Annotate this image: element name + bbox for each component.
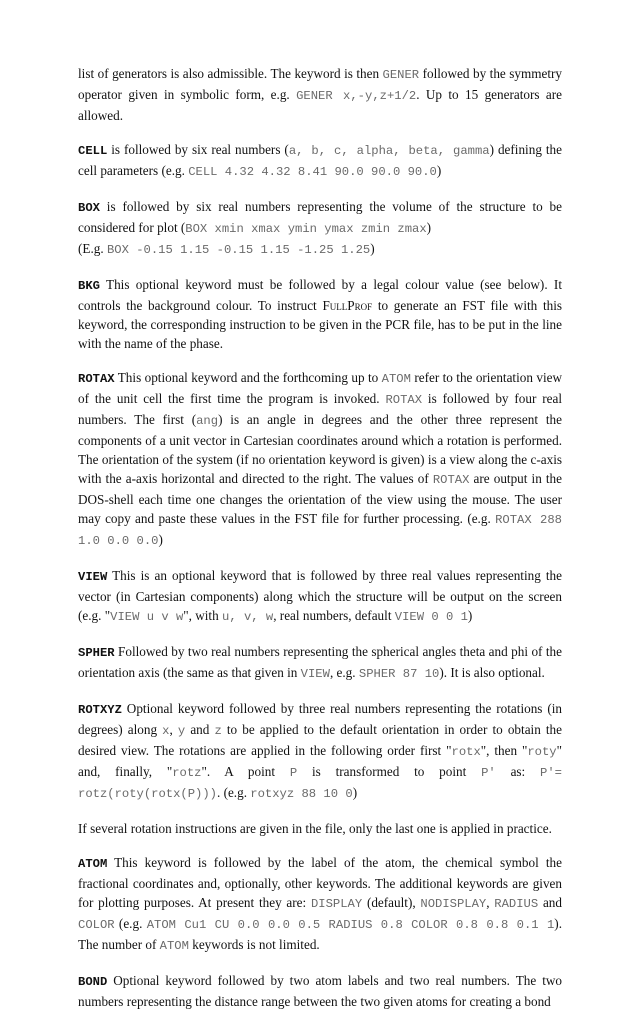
code-cell-example: CELL 4.32 4.32 8.41 90.0 90.0 90.0 — [188, 165, 437, 179]
code-p-prime: P' — [481, 766, 496, 780]
text: followed by the symmetry operator given in symbolic form, e.g. — [78, 66, 562, 102]
text: ) — [426, 220, 432, 235]
paragraph-view — [78, 566, 562, 627]
text: (e.g. — [114, 916, 147, 931]
text: is followed by six real numbers representing the volume of the structure to be considered for plot ( — [78, 199, 562, 235]
paragraph-rotax — [78, 368, 562, 551]
document-page — [78, 64, 562, 1026]
keyword-bond: BOND — [78, 975, 108, 989]
paragraph-bond — [78, 971, 562, 1011]
text: ) — [352, 785, 358, 800]
text: (default), — [362, 895, 421, 910]
text: ). The number of — [78, 916, 562, 952]
text: Optional keyword followed by three real numbers representing the rotations (in degrees) along — [78, 701, 562, 737]
code-box-params: BOX xmin xmax ymin ymax zmin zmax — [185, 222, 427, 236]
code-view-default: VIEW 0 0 1 — [394, 610, 468, 624]
code-view-uvw: VIEW u v w — [110, 610, 184, 624]
keyword-spher: SPHER — [78, 646, 115, 660]
text: as: — [495, 764, 541, 779]
text: ) is an angle in degrees and the other three represent the components of a unit vector in Cartesian coordinates around which a rotation is performed. The orientation of the system (if no orientation keyword is given) is a view along the c-axis with the a-axis horizontal and directed to the right. The values of — [78, 412, 562, 486]
code-color: COLOR — [78, 918, 115, 932]
keyword-box: BOX — [78, 201, 100, 215]
text: ) — [158, 532, 163, 547]
code-spher-example: SPHER 87 10 — [358, 667, 440, 681]
paragraph-cell — [78, 140, 562, 182]
text: and — [538, 895, 562, 910]
text: ) — [370, 241, 375, 256]
text: If several rotation instructions are given in the file, only the last one is applied in practice. — [78, 821, 552, 836]
text: is followed by six real numbers ( — [107, 142, 289, 157]
keyword-rotxyz: ROTXYZ — [78, 703, 122, 717]
code-atom-example: ATOM Cu1 CU 0.0 0.0 0.5 RADIUS 0.8 COLOR 0.8 0.8 0.1 1 — [146, 918, 555, 932]
text: , e.g. — [329, 665, 359, 680]
code-display: DISPLAY — [310, 897, 363, 911]
text: (E.g. — [78, 241, 107, 256]
text: ". A point — [201, 764, 290, 779]
keyword-atom: ATOM — [78, 857, 108, 871]
code-uvw: u, v, w — [222, 610, 274, 624]
keyword-cell: CELL — [78, 144, 108, 158]
code-rotax-example: ROTAX 288 1.0 0.0 0.0 — [78, 513, 562, 548]
keyword-view: VIEW — [78, 570, 108, 584]
paragraph-gener — [78, 64, 562, 125]
code-rotx: rotx — [451, 745, 481, 759]
text: ", then " — [480, 743, 528, 758]
code-rotxyz-example: rotxyz 88 10 0 — [250, 787, 353, 801]
code-gener: GENER — [382, 68, 420, 82]
code-p: P — [289, 766, 298, 780]
text: Optional keyword followed by two atom labels and two real numbers. The two numbers representing the distance range between the two given atoms for creating a bond — [78, 973, 562, 1009]
program-name: FullProf — [322, 298, 373, 313]
paragraph-bkg — [78, 275, 562, 353]
code-ang: ang — [196, 414, 219, 428]
text: keywords is not limited. — [188, 937, 320, 952]
text: This is an optional keyword that is followed by three real values representing the vector (in Cartesian components) along which the structure will be output on the screen (e.g. " — [78, 568, 562, 623]
paragraph-rotxyz — [78, 699, 562, 804]
text: . Up to 15 generators are allowed. — [78, 87, 562, 123]
paragraph-spher — [78, 642, 562, 684]
code-nodisplay: NODISPLAY — [420, 897, 487, 911]
code-roty: roty — [527, 745, 557, 759]
paragraph-atom — [78, 853, 562, 956]
text: . (e.g. — [216, 785, 251, 800]
code-y: y — [177, 724, 186, 738]
code-rotax: ROTAX — [385, 393, 423, 407]
text: refer to the orientation view of the unit cell the first time the program is invoked. — [78, 370, 562, 406]
text: to generate an FST file with this keyword, the corresponding instruction to be given in the PCR file, has to be put in the line with the name of the phase. — [78, 298, 563, 351]
code-rotz: rotz — [172, 766, 202, 780]
text: ) — [436, 163, 442, 178]
text: Followed by two real numbers representing the spherical angles theta and phi of the orientation axis (the same as that given in — [78, 644, 562, 680]
text: This optional keyword and the forthcoming up to — [114, 370, 382, 385]
text: , — [486, 895, 495, 910]
code-transform: P'= rotz(roty(rotx(P))) — [78, 766, 562, 801]
text: and — [185, 722, 215, 737]
text: ). It is also optional. — [439, 665, 545, 680]
paragraph-rotation-note — [78, 819, 562, 838]
text: This optional keyword must be followed by a legal colour value (see below). It controls the background colour. To instruct — [78, 277, 562, 313]
text: to be applied to the default orientation in order to obtain the desired view. The rotations are applied in the following order first " — [78, 722, 563, 758]
code-rotax: ROTAX — [432, 473, 470, 487]
code-z: z — [214, 724, 222, 738]
keyword-bkg: BKG — [78, 279, 100, 293]
text: ) — [467, 608, 473, 623]
text: , — [169, 722, 178, 737]
text: is followed by four real numbers. The first ( — [78, 391, 563, 427]
code-atom: ATOM — [381, 372, 411, 386]
text: , real numbers, default — [273, 608, 395, 623]
text: This keyword is followed by the label of the atom, the chemical symbol the fractional coordinates and, optionally, other keywords. The additional keywords are given for plotting purposes. At present they are: — [78, 855, 562, 910]
text: is transformed to point — [297, 764, 482, 779]
paragraph-box — [78, 197, 562, 260]
code-gener-example: GENER x,-y,z+1/2 — [296, 89, 417, 103]
code-box-example: BOX -0.15 1.15 -0.15 1.15 -1.25 1.25 — [106, 243, 371, 257]
text: are output in the DOS-shell each time one changes the orientation of the view using the mouse. The user may copy and paste these values in the FST file for further processing. (e.g. — [78, 471, 563, 526]
code-cell-params: a, b, c, alpha, beta, gamma — [288, 144, 490, 158]
code-radius: RADIUS — [494, 897, 539, 911]
text: list of generators is also admissible. The keyword is then — [78, 66, 383, 81]
text: ", with — [183, 608, 222, 623]
text: ) defining the cell parameters (e.g. — [78, 142, 562, 178]
code-view: VIEW — [300, 667, 330, 681]
code-atom: ATOM — [159, 939, 189, 953]
code-x: x — [162, 724, 170, 738]
text: " and, finally, " — [78, 743, 562, 779]
keyword-rotax: ROTAX — [78, 372, 115, 386]
